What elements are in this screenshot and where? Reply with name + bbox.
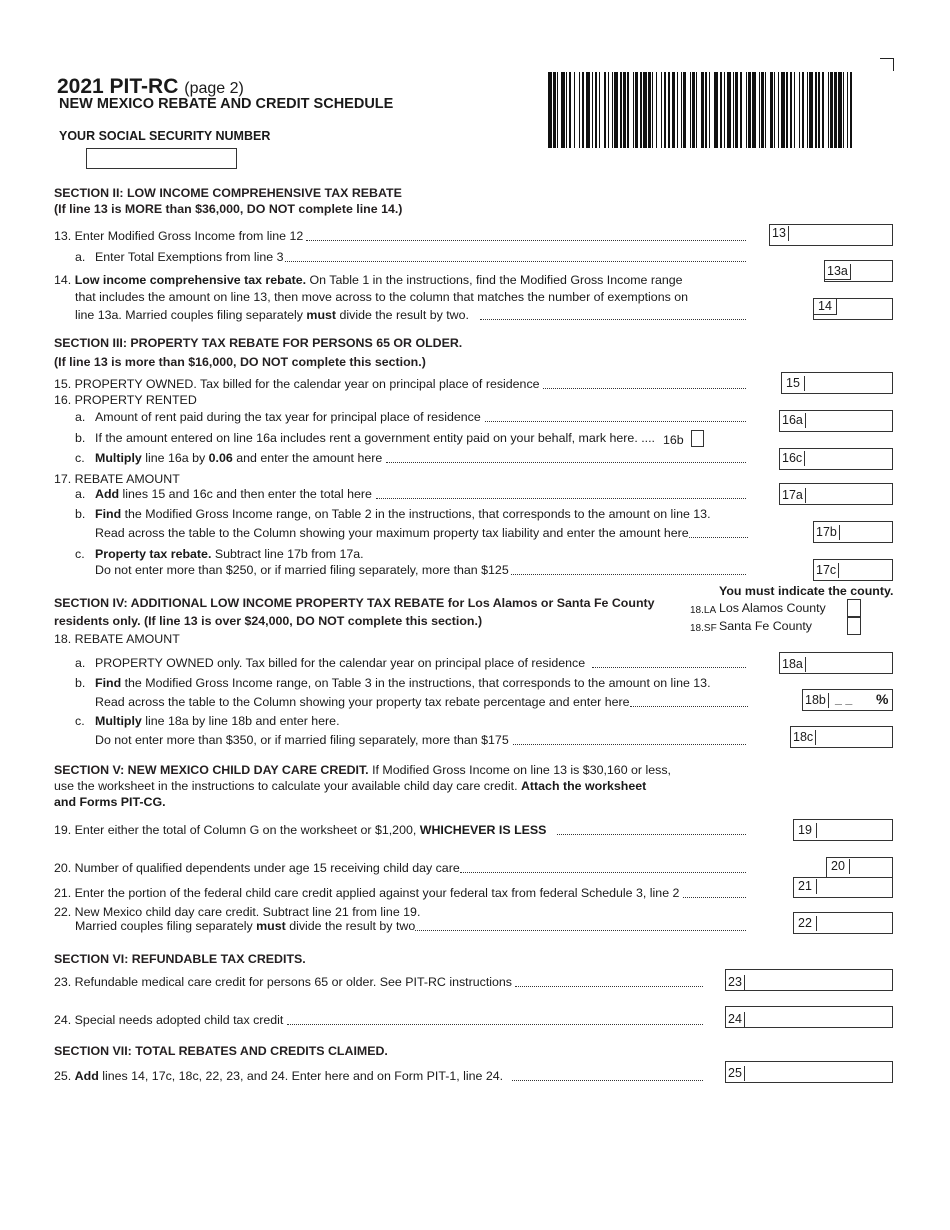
line-18c-tag: 18c: [791, 730, 816, 745]
barcode-bar: [668, 72, 671, 148]
line-16a-input[interactable]: [806, 412, 894, 429]
barcode-bar: [790, 72, 793, 148]
section-2-note: (If line 13 is MORE than $36,000, DO NOT complete line 14.): [54, 202, 403, 216]
line-18b-letter: b.: [75, 676, 86, 690]
barcode-bar: [586, 72, 590, 148]
barcode-bar: [672, 72, 676, 148]
line-19-bold: WHICHEVER IS LESS: [419, 823, 547, 837]
line-14-text3a: line 13a. Married couples filing separately: [75, 308, 307, 322]
form-number: 2021 PIT-RC: [57, 75, 179, 98]
barcode-bar: [595, 72, 598, 148]
leader-dots: [543, 388, 746, 389]
barcode-bar: [664, 72, 667, 148]
line-17a-tag: 17a: [780, 488, 806, 503]
barcode-bar: [608, 72, 609, 148]
county-la-checkbox[interactable]: [847, 599, 861, 617]
barcode-bar: [652, 72, 653, 148]
barcode-bar: [850, 72, 853, 148]
line-18b-blank: _ _: [835, 692, 853, 706]
barcode-bar: [582, 72, 585, 148]
line-16c-letter: c.: [75, 451, 85, 465]
leader-dots: [287, 1024, 703, 1025]
line-16-text: 16. PROPERTY RENTED: [54, 393, 197, 407]
line-22-text2: [75, 919, 415, 934]
line-17a-letter: a.: [75, 487, 86, 501]
section-5-text1: If Modified Gross Income on line 13 is $30,160 or less,: [368, 763, 671, 777]
line-17b-letter: b.: [75, 507, 86, 521]
county-sf-checkbox[interactable]: [847, 617, 861, 635]
line-17c-tag: 17c: [814, 563, 839, 578]
line-18b-percent: %: [876, 691, 889, 707]
line-16b-checkbox[interactable]: [691, 430, 704, 447]
line-17b-tag: 17b: [814, 525, 840, 540]
county-sf-code: 18.SF: [690, 623, 717, 634]
line-13a-letter: a.: [75, 250, 86, 264]
line-17c-letter: c.: [75, 547, 85, 561]
line-18b-text1: [95, 676, 711, 691]
line-13a-input[interactable]: [853, 262, 895, 279]
line-16c-text: [95, 451, 382, 466]
barcode-bar: [834, 72, 837, 148]
line-17a-text: [95, 487, 372, 502]
county-la-label: Los Alamos County: [719, 601, 826, 615]
line-22-input[interactable]: [820, 914, 894, 931]
section-2-heading: SECTION II: LOW INCOME COMPREHENSIVE TAX REBATE: [54, 186, 402, 200]
line-20-tag: 20: [827, 859, 850, 874]
line-24-tag: 24: [726, 1012, 745, 1027]
line-25-num: 25.: [54, 1069, 75, 1083]
line-22-text1: 22. New Mexico child day care credit. Subtract line 21 from line 19.: [54, 905, 421, 919]
line-20-text: 20. Number of qualified dependents under age 15 receiving child day care: [54, 861, 460, 875]
barcode-bar: [681, 72, 682, 148]
line-18a-tag: 18a: [780, 657, 806, 672]
barcode-bar: [770, 72, 773, 148]
barcode-bar: [579, 72, 580, 148]
line-14-must: must: [306, 308, 337, 322]
line-18-text: 18. REBATE AMOUNT: [54, 632, 180, 646]
line-18b-text1-body: the Modified Gross Income range, on Table 3 in the instructions, that corresponds to the amount on line 13.: [121, 676, 711, 690]
line-13-tag: 13: [770, 226, 789, 241]
barcode-bar: [612, 72, 613, 148]
barcode-bar: [818, 72, 819, 148]
barcode-bar: [830, 72, 833, 148]
line-15-text: 15. PROPERTY OWNED. Tax billed for the calendar year on principal place of residence: [54, 377, 540, 391]
line-14-line3: [75, 308, 469, 323]
leader-dots: [460, 872, 746, 873]
section-7-heading: SECTION VII: TOTAL REBATES AND CREDITS CLAIMED.: [54, 1044, 388, 1058]
leader-dots: [480, 319, 746, 320]
barcode-bar: [761, 72, 764, 148]
leader-dots: [557, 834, 746, 835]
line-17b-bold: Find: [95, 507, 122, 521]
section-3-note: (If line 13 is more than $16,000, DO NOT complete this section.): [54, 355, 426, 369]
section-5-bold2: Attach the worksheet: [520, 779, 647, 793]
line-16b-letter: b.: [75, 431, 86, 445]
line-14-text3b: divide the result by two.: [336, 308, 469, 322]
registration-corner-mark: [880, 58, 894, 71]
section-4-heading-2: residents only. (If line 13 is over $24,000, DO NOT complete this section.): [54, 614, 483, 628]
barcode-bar: [690, 72, 691, 148]
line-24-text: 24. Special needs adopted child tax credit: [54, 1013, 284, 1027]
line-17c-text1-body: Subtract line 17b from 17a.: [211, 547, 364, 561]
barcode-bar: [746, 72, 747, 148]
barcode-bar: [614, 72, 618, 148]
county-note: You must indicate the county.: [719, 584, 894, 598]
section-4-heading-1: SECTION IV: ADDITIONAL LOW INCOME PROPERTY TAX REBATE for Los Alamos or Santa Fe County: [54, 596, 655, 610]
line-18a-input[interactable]: [806, 654, 894, 671]
line-20-input[interactable]: [853, 859, 895, 875]
barcode-bar: [592, 72, 593, 148]
line-14-input[interactable]: [840, 300, 894, 317]
barcode-bar: [705, 72, 706, 148]
barcode-bar: [557, 72, 558, 148]
county-la-code: 18.LA: [690, 605, 717, 616]
barcode-bar: [599, 72, 600, 148]
barcode-bar: [781, 72, 785, 148]
barcode-bar: [720, 72, 723, 148]
line-16c-bold: Multiply: [95, 451, 142, 465]
barcode-bar: [627, 72, 628, 148]
line-18a-text: PROPERTY OWNED only. Tax billed for the calendar year on principal place of residence: [95, 656, 586, 670]
barcode-bar: [740, 72, 741, 148]
barcode-bar: [696, 72, 697, 148]
line-18c-text1: [95, 714, 340, 729]
leader-dots: [285, 261, 746, 262]
barcode-bar: [574, 72, 575, 148]
line-17b-text1: [95, 507, 711, 522]
line-18c-bold: Multiply: [95, 714, 142, 728]
barcode-bar: [843, 72, 844, 148]
leader-dots: [513, 744, 746, 745]
line-22-text2a: Married couples filing separately: [75, 919, 257, 933]
line-14-bold: Low income comprehensive tax rebate.: [74, 273, 307, 287]
line-16a-text: Amount of rent paid during the tax year for principal place of residence: [95, 410, 481, 424]
section-6-heading: SECTION VI: REFUNDABLE TAX CREDITS.: [54, 952, 306, 966]
ssn-label: YOUR SOCIAL SECURITY NUMBER: [59, 129, 271, 143]
line-21-input[interactable]: [820, 879, 894, 895]
line-17c-text2: Do not enter more than $250, or if married filing separately, more than $125: [95, 563, 509, 577]
section-5-line2: [54, 779, 646, 794]
barcode-bar: [633, 72, 634, 148]
line-18a-letter: a.: [75, 656, 86, 670]
line-19-tag: 19: [794, 823, 817, 838]
line-13a-tag: 13a: [825, 264, 851, 280]
line-17c-bold: Property tax rebate.: [95, 547, 212, 561]
line-16c-bold2: 0.06: [208, 451, 233, 465]
barcode-bar: [623, 72, 626, 148]
line-25-tag: 25: [726, 1066, 745, 1081]
line-13-text: 13. Enter Modified Gross Income from line 12: [54, 229, 304, 243]
section-3-heading: SECTION III: PROPERTY TAX REBATE FOR PERSONS 65 OR OLDER.: [54, 336, 463, 350]
line-23-input[interactable]: [752, 971, 894, 988]
barcode-bar: [656, 72, 657, 148]
barcode-bar: [809, 72, 813, 148]
line-18b-input[interactable]: [830, 691, 872, 708]
line-17c-text1: [95, 547, 364, 562]
barcode-bar: [683, 72, 686, 148]
barcode-bar: [553, 72, 556, 148]
section-5-text2: use the worksheet in the instructions to calculate your available child day care credit.: [54, 779, 521, 793]
line-17b-text1-body: the Modified Gross Income range, on Table 2 in the instructions, that corresponds to the amount on line 13.: [121, 507, 711, 521]
form-title: NEW MEXICO REBATE AND CREDIT SCHEDULE: [59, 96, 394, 112]
barcode-bar: [727, 72, 731, 148]
line-16b-text: If the amount entered on line 16a includes rent a government entity paid on your behalf, mark here. ....: [95, 431, 655, 445]
line-16c-tag: 16c: [780, 451, 805, 466]
barcode-bar: [786, 72, 789, 148]
barcode-bar: [661, 72, 662, 148]
line-13-input[interactable]: [796, 226, 894, 243]
line-16c-input[interactable]: [806, 450, 894, 467]
line-18c-letter: c.: [75, 714, 85, 728]
barcode-bar: [748, 72, 751, 148]
line-15-tag: 15: [782, 376, 805, 391]
line-17a-text-body: lines 15 and 16c and then enter the total here: [119, 487, 372, 501]
barcode: [548, 72, 854, 148]
line-14-num: 14.: [54, 273, 72, 287]
line-23-tag: 23: [726, 975, 745, 990]
barcode-bar: [815, 72, 818, 148]
barcode-bar: [548, 72, 552, 148]
barcode-bar: [635, 72, 638, 148]
line-18c-text2: Do not enter more than $350, or if married filing separately, more than $175: [95, 733, 509, 747]
county-sf-label: Santa Fe County: [719, 619, 812, 633]
barcode-bar: [807, 72, 808, 148]
line-15-input[interactable]: [806, 374, 894, 391]
section-5-heading: SECTION V: NEW MEXICO CHILD DAY CARE CREDIT.: [54, 763, 369, 777]
leader-dots: [592, 667, 746, 668]
line-17b-text2: Read across the table to the Column showing your maximum property tax liability and enter the amount here: [95, 526, 689, 540]
barcode-bar: [838, 72, 842, 148]
line-16a-tag: 16a: [780, 413, 806, 428]
barcode-bar: [778, 72, 779, 148]
line-16c-text1: line 16a by: [141, 451, 209, 465]
line-22-tag: 22: [794, 916, 817, 931]
line-25-text: [54, 1069, 503, 1084]
line-14-text1: On Table 1 in the instructions, find the Modified Gross Income range: [306, 273, 683, 287]
line-25-input[interactable]: [752, 1063, 894, 1080]
line-25-text-body: lines 14, 17c, 18c, 22, 23, and 24. Enter here and on Form PIT-1, line 24.: [98, 1069, 504, 1083]
page-label: (page 2): [184, 80, 244, 97]
barcode-bar: [765, 72, 766, 148]
barcode-bar: [752, 72, 756, 148]
section-5-line3: and Forms PIT-CG.: [54, 795, 166, 809]
ssn-input[interactable]: [86, 148, 237, 169]
leader-dots: [683, 897, 746, 898]
barcode-bar: [799, 72, 800, 148]
barcode-bar: [561, 72, 565, 148]
line-24-input[interactable]: [752, 1008, 894, 1025]
line-21-text: 21. Enter the portion of the federal child care credit applied against your federal tax from federal Schedule 3, line 2: [54, 886, 680, 900]
line-23-text: 23. Refundable medical care credit for persons 65 or older. See PIT-RC instructions: [54, 975, 512, 989]
leader-dots: [515, 986, 703, 987]
barcode-bar: [802, 72, 805, 148]
barcode-bar: [724, 72, 725, 148]
leader-dots: [415, 930, 746, 931]
leader-dots: [630, 706, 748, 707]
barcode-bar: [677, 72, 678, 148]
line-14-tag: 14: [814, 299, 837, 315]
line-19-text-body: 19. Enter either the total of Column G on the worksheet or $1,200,: [54, 823, 420, 837]
line-22-must: must: [256, 919, 286, 933]
barcode-bar: [692, 72, 695, 148]
barcode-bar: [847, 72, 848, 148]
leader-dots: [485, 421, 746, 422]
line-18c-text1-body: line 18a by line 18b and enter here.: [141, 714, 340, 728]
line-16c-text2: and enter the amount here: [232, 451, 383, 465]
barcode-bar: [714, 72, 718, 148]
barcode-bar: [640, 72, 641, 148]
leader-dots: [512, 1080, 703, 1081]
line-21-tag: 21: [794, 879, 817, 894]
barcode-bar: [759, 72, 760, 148]
line-17-text: 17. REBATE AMOUNT: [54, 472, 180, 486]
barcode-bar: [774, 72, 775, 148]
line-18b-bold: Find: [95, 676, 122, 690]
line-17b-input[interactable]: [840, 523, 894, 540]
barcode-bar: [733, 72, 734, 148]
line-17c-input[interactable]: [840, 561, 894, 578]
barcode-bar: [709, 72, 710, 148]
leader-dots: [376, 498, 746, 499]
leader-dots: [306, 240, 746, 241]
line-25-bold: Add: [74, 1069, 99, 1083]
line-18b-text2: Read across the table to the Column showing your property tax rebate percentage and enter here: [95, 695, 630, 709]
line-17a-bold: Add: [95, 487, 120, 501]
line-19-input[interactable]: [820, 821, 894, 838]
line-16b-tag: 16b: [663, 433, 684, 447]
barcode-bar: [566, 72, 567, 148]
leader-dots: [511, 574, 746, 575]
line-16a-letter: a.: [75, 410, 86, 424]
line-14-line1: [54, 273, 683, 288]
barcode-bar: [648, 72, 651, 148]
line-17a-input[interactable]: [806, 485, 894, 502]
line-18c-input[interactable]: [818, 728, 894, 745]
barcode-bar: [701, 72, 704, 148]
line-22-text2b: divide the result by two: [285, 919, 416, 933]
barcode-bar: [828, 72, 829, 148]
leader-dots: [386, 462, 746, 463]
barcode-bar: [620, 72, 623, 148]
line-19-text: [54, 823, 546, 838]
line-14-line2: that includes the amount on line 13, then move across to the column that matches the number of exemptions on: [75, 290, 689, 304]
barcode-bar: [822, 72, 823, 148]
barcode-bar: [794, 72, 795, 148]
line-18b-tag: 18b: [803, 693, 829, 708]
section-5-line1: [54, 763, 671, 778]
barcode-bar: [569, 72, 572, 148]
leader-dots: [689, 537, 748, 538]
line-13a-text: Enter Total Exemptions from line 3: [95, 250, 284, 264]
barcode-bar: [735, 72, 738, 148]
barcode-bar: [604, 72, 607, 148]
barcode-bar: [643, 72, 647, 148]
